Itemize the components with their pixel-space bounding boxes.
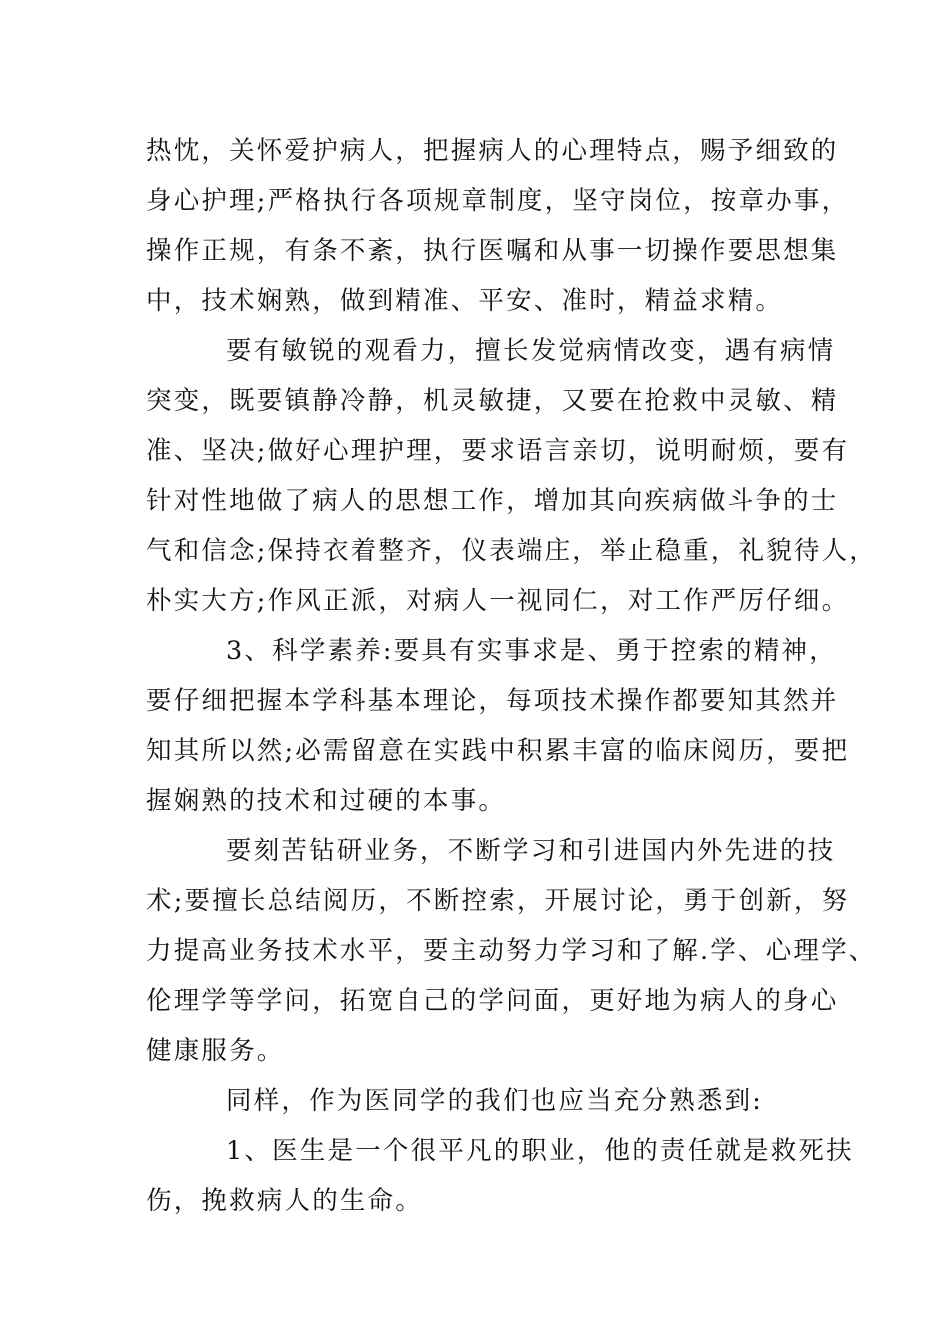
- text-line: 伤，挽救病人的生命。: [146, 1186, 424, 1216]
- text-line: 热忱，关怀爱护病人，把握病人的心理特点，赐予细致的: [146, 136, 839, 166]
- text-line: 要刻苦钻研业务，不断学习和引进国内外先进的技: [226, 836, 836, 866]
- text-line: 伦理学等学问，拓宽自己的学问面，更好地为病人的身心: [146, 986, 839, 1016]
- text-line: 身心护理;严格执行各项规章制度，坚守岗位，按章办事，: [146, 186, 850, 216]
- text-line: 要仔细把握本学科基本理论，每项技术操作都要知其然并: [146, 686, 839, 716]
- text-line: 3、科学素养:要具有实事求是、勇于控索的精神，: [226, 636, 837, 666]
- text-line: 术;要擅长总结阅历，不断控索，开展讨论，勇于创新，努: [146, 886, 850, 916]
- text-line: 针对性地做了病人的思想工作，增加其向疾病做斗争的士: [146, 486, 839, 516]
- text-line: 要有敏锐的观看力，擅长发觉病情改变，遇有病情: [226, 336, 836, 366]
- text-line: 握娴熟的技术和过硬的本事。: [146, 786, 507, 816]
- text-line: 1、医生是一个很平凡的职业，他的责任就是救死扶: [226, 1136, 854, 1166]
- text-line: 朴实大方;作风正派，对病人一视同仁，对工作严厉仔细。: [146, 586, 850, 616]
- text-line: 突变，既要镇静冷静，机灵敏捷，又要在抢救中灵敏、精: [146, 386, 839, 416]
- text-line: 同样，作为医同学的我们也应当充分熟悉到:: [226, 1086, 764, 1116]
- text-line: 健康服务。: [146, 1036, 285, 1066]
- text-line: 力提高业务技术水平，要主动努力学习和了解.学、心理学、: [146, 936, 877, 966]
- text-line: 准、坚决;做好心理护理，要求语言亲切，说明耐烦，要有: [146, 436, 850, 466]
- text-line: 知其所以然;必需留意在实践中积累丰富的临床阅历，要把: [146, 736, 850, 766]
- text-line: 气和信念;保持衣着整齐，仪表端庄，举止稳重，礼貌待人，: [146, 536, 877, 566]
- text-line: 操作正规，有条不紊，执行医嘱和从事一切操作要思想集: [146, 236, 839, 266]
- text-line: 中，技术娴熟，做到精准、平安、准时，精益求精。: [146, 286, 784, 316]
